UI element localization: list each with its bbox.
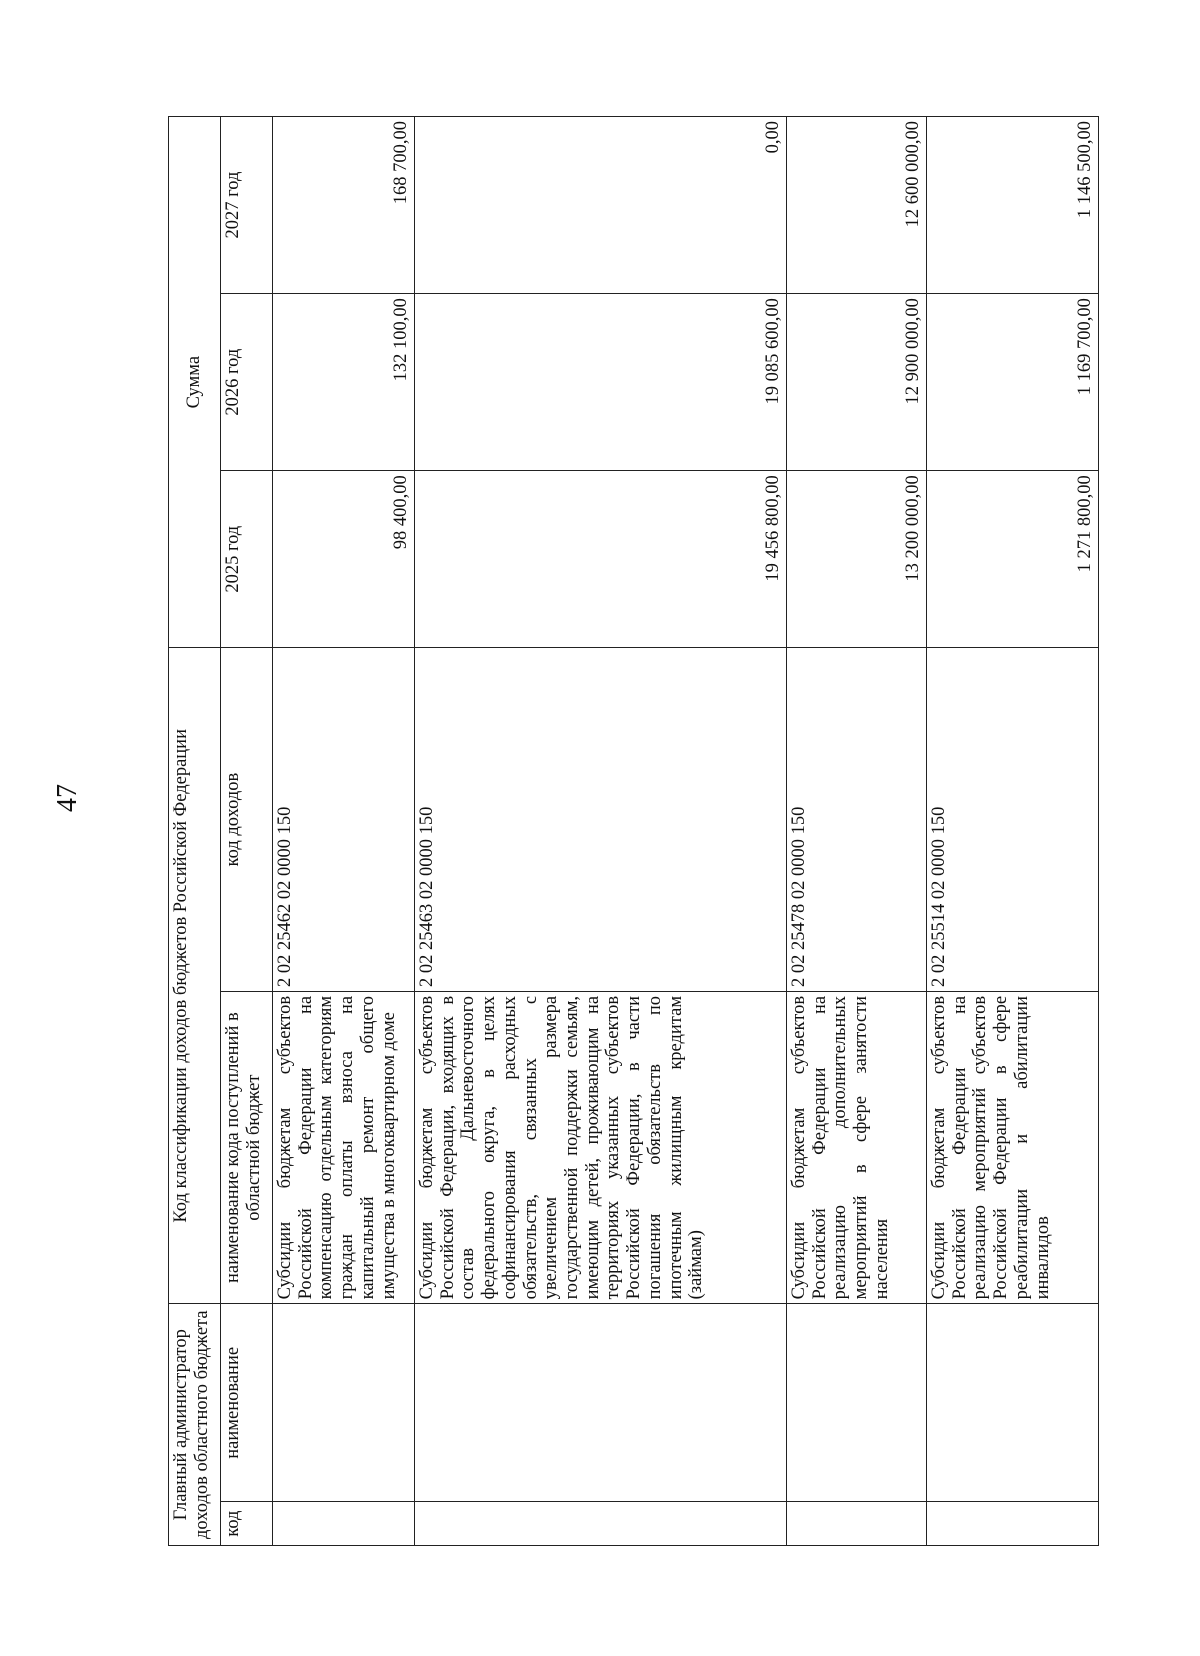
- admin-code-cell: [415, 1502, 787, 1546]
- header-revenue-code: код доходов: [221, 648, 273, 992]
- header-sum: Сумма: [169, 117, 221, 648]
- admin-name-cell: [787, 1304, 927, 1502]
- admin-code-cell: [787, 1502, 927, 1546]
- amount-2026-cell: 12 900 000,00: [787, 294, 927, 471]
- revenue-description-cell: Субсидии бюджетам субъектов Российской Федерации на реализацию дополнительных мероприятий в сфере занятости населения: [787, 991, 927, 1303]
- amount-2025-cell: 1 271 800,00: [927, 471, 1099, 648]
- amount-2025-cell: 19 456 800,00: [415, 471, 787, 648]
- table-row: [273, 117, 415, 1546]
- revenue-code-cell: 2 02 25462 02 0000 150: [273, 648, 415, 992]
- header-classification-code: Код классификации доходов бюджетов Российской Федерации: [169, 648, 221, 1304]
- table-row: [415, 117, 787, 1546]
- table-row: [927, 117, 1099, 1546]
- header-year-2025: 2025 год: [221, 471, 273, 648]
- amount-2027-cell: 12 600 000,00: [787, 117, 927, 294]
- amount-2027-cell: 168 700,00: [273, 117, 415, 294]
- revenue-description-cell: Субсидии бюджетам субъектов Российской Федерации на реализацию мероприятий субъектов Российской Федерации в сфере реабилитации и абилитации инвалидов: [927, 991, 1099, 1303]
- amount-2027-cell: 0,00: [415, 117, 787, 294]
- amount-2027-cell: 1 146 500,00: [927, 117, 1099, 294]
- amount-2025-cell: 98 400,00: [273, 471, 415, 648]
- revenue-code-cell: 2 02 25514 02 0000 150: [927, 648, 1099, 992]
- header-main-administrator: Главный администратор доходов областного бюджета: [169, 1304, 221, 1546]
- admin-code-cell: [927, 1502, 1099, 1546]
- admin-name-cell: [415, 1304, 787, 1502]
- amount-2026-cell: 19 085 600,00: [415, 294, 787, 471]
- amount-2026-cell: 1 169 700,00: [927, 294, 1099, 471]
- header-revenue-name: наименование кода поступлений в областной бюджет: [221, 991, 273, 1303]
- amount-2026-cell: 132 100,00: [273, 294, 415, 471]
- admin-code-cell: [273, 1502, 415, 1546]
- admin-name-cell: [927, 1304, 1099, 1502]
- amount-2025-cell: 13 200 000,00: [787, 471, 927, 648]
- admin-name-cell: [273, 1304, 415, 1502]
- rotated-table-container: [168, 116, 1098, 1546]
- revenue-description-cell: Субсидии бюджетам субъектов Российской Федерации, входящих в состав Дальневосточного федерального округа, в целях софинансирования расходных обязательств, связанных с увеличением размера государственной поддержки семьям, имеющим детей, проживающим на территориях указанных субъектов Российской Федерации, в части погашения обязательств по ипотечным жилищным кредитам (займам): [415, 991, 787, 1303]
- header-code: код: [221, 1502, 273, 1546]
- header-year-2027: 2027 год: [221, 117, 273, 294]
- table-row: [787, 117, 927, 1546]
- page-number: 47: [52, 784, 83, 812]
- header-name: наименование: [221, 1304, 273, 1502]
- revenue-description-cell: Субсидии бюджетам субъектов Российской Федерации на компенсацию отдельным категориям граждан оплаты взноса на капитальный ремонт общего имущества в многоквартирном доме: [273, 991, 415, 1303]
- revenue-table: [168, 116, 1099, 1546]
- revenue-code-cell: 2 02 25463 02 0000 150: [415, 648, 787, 992]
- header-year-2026: 2026 год: [221, 294, 273, 471]
- revenue-code-cell: 2 02 25478 02 0000 150: [787, 648, 927, 992]
